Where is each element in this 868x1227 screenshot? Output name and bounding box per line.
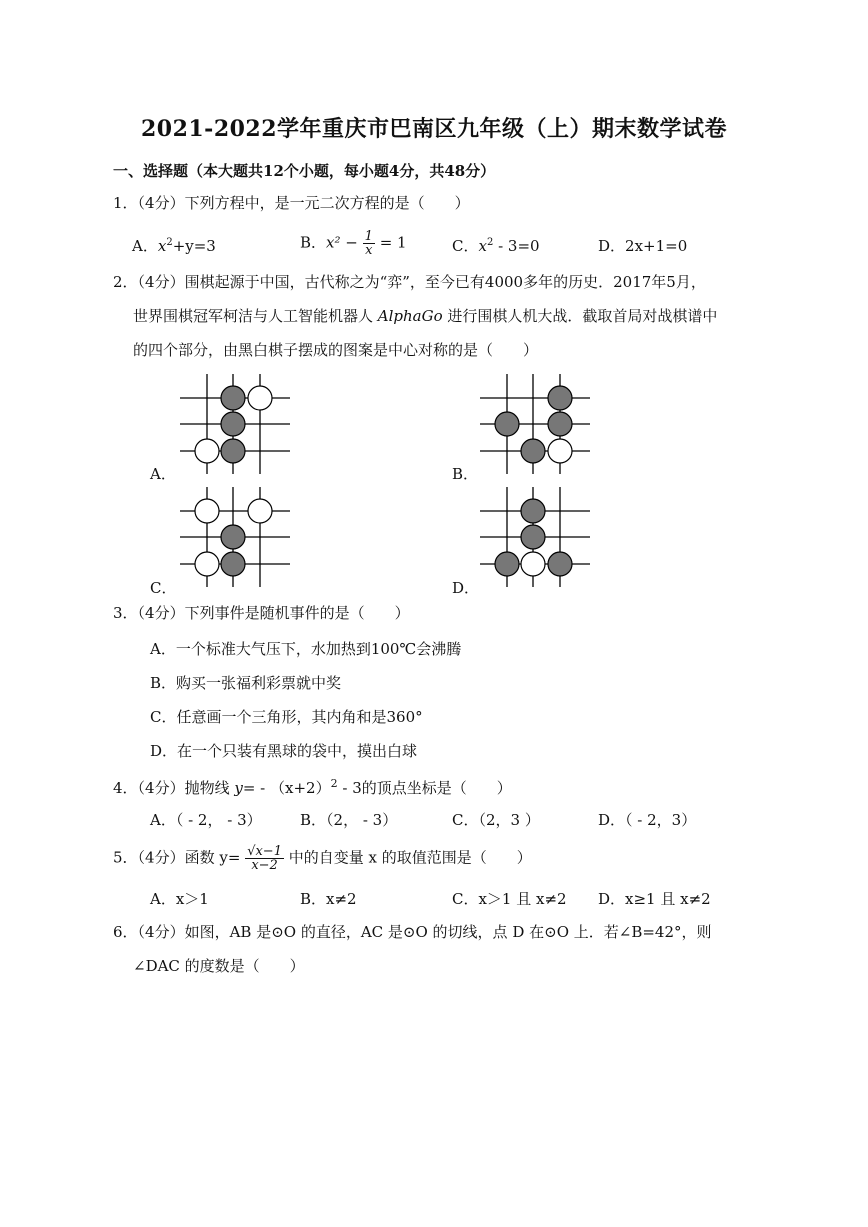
q2-option-d-label: D． — [452, 579, 480, 597]
go-board-b — [480, 374, 590, 474]
q4-option-a: A．（ - 2， - 3） — [150, 811, 262, 829]
q5-option-c: C．x＞1 且 x≠2 — [452, 890, 567, 908]
q1-option-a: A．$x^2+y=3$ — [132, 237, 216, 255]
q4-option-d: D．（ - 2，3） — [598, 811, 697, 829]
page-title: 2021-2022学年重庆市巴南区九年级（上）期末数学试卷 — [140, 116, 728, 142]
q3-option-a: A．一个标准大气压下，水加热到100℃会沸腾 — [150, 640, 462, 658]
question-4-stem: 4．（4分）抛物线 $y= - (x+2)^2 - 3$的顶点坐标是（ ） — [113, 777, 512, 797]
question-2-line-3: 的四个部分，由黑白棋子摆成的图案是中心对称的是（ ） — [133, 341, 539, 359]
q5-option-b: B．x≠2 — [300, 890, 357, 908]
q2-option-b-label: B． — [452, 465, 479, 483]
question-6-line-2: ∠DAC 的度数是（ ） — [133, 957, 305, 975]
question-2-line-1: 2．（4分）围棋起源于中国，古代称之为“弈”，至今已有4000多年的历史．2017年5月， — [113, 273, 706, 291]
q3-option-c: C．任意画一个三角形，其内角和是360° — [150, 708, 423, 726]
q1-option-d: D．2x+1=0 — [598, 237, 688, 255]
q2-option-c-label: C． — [150, 579, 177, 597]
question-5-stem: 5．（4分）函数 y= $\frac{√x-1}{x-2}$ 中的自变量 x 的取值范围是（ ） — [113, 844, 532, 873]
question-6-line-1: 6．（4分）如图，AB 是⊙O 的直径，AC 是⊙O 的切线，点 D 在⊙O 上．若∠B=42°，则 — [113, 923, 712, 941]
question-1-stem: 1．（4分）下列方程中，是一元二次方程的是（ ） — [113, 194, 470, 212]
go-board-d — [480, 487, 590, 587]
q4-option-c: C．（2，3 ） — [452, 811, 540, 829]
question-3-stem: 3．（4分）下列事件是随机事件的是（ ） — [113, 604, 410, 622]
go-board-c — [180, 487, 290, 587]
q5-fraction: $\frac{√x-1}{x-2}$ — [247, 844, 282, 873]
q5-option-d: D．x≥1 且 x≠2 — [598, 890, 711, 908]
q1-option-c: C．$x^2 - 3=0$ — [452, 237, 540, 255]
q4-option-b: B．（2， - 3） — [300, 811, 398, 829]
q3-option-d: D．在一个只装有黑球的袋中，摸出白球 — [150, 742, 418, 760]
section-heading: 一、选择题（本大题共12个小题，每小题4分，共48分） — [113, 162, 496, 180]
question-2-line-2: 世界围棋冠军柯洁与人工智能机器人 AlphaGo 进行围棋人机大战．截取首局对战棋谱中 — [133, 307, 718, 325]
q3-option-b: B．购买一张福利彩票就中奖 — [150, 674, 342, 692]
q2-option-a-label: A． — [150, 465, 176, 483]
q5-option-a: A．x＞1 — [150, 890, 209, 908]
go-board-a — [180, 374, 290, 474]
q1-option-b: B．x² − $\frac{1}{x}$ = 1 — [300, 229, 407, 258]
q1-b-fraction: $\frac{1}{x}$ — [364, 229, 373, 258]
